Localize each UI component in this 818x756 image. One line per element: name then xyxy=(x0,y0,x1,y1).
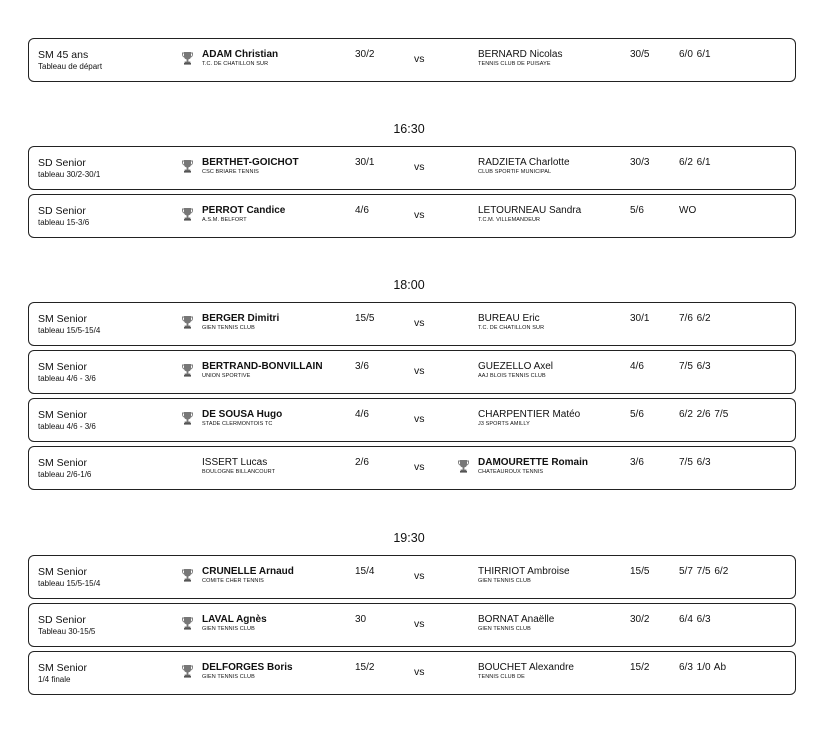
player-two[interactable] xyxy=(478,361,553,380)
draw-label: tableau 15/5-15/4 xyxy=(38,326,101,335)
player-two-name: BOUCHET Alexandre xyxy=(478,662,574,673)
player-one[interactable] xyxy=(202,205,285,224)
player-two-name: RADZIETA Charlotte xyxy=(478,157,570,168)
match-category xyxy=(38,410,96,432)
player-one-rank: 15/2 xyxy=(355,662,375,673)
player-two[interactable] xyxy=(478,49,562,68)
match-card[interactable] xyxy=(28,398,796,442)
player-one[interactable] xyxy=(202,566,294,585)
player-two-name: BUREAU Eric xyxy=(478,313,540,324)
match-card[interactable] xyxy=(28,146,796,190)
vs-label: vs xyxy=(414,53,425,65)
match-category xyxy=(38,50,102,72)
category-label: SD Senior xyxy=(38,157,86,169)
player-two-club: AAJ BLOIS TENNIS CLUB xyxy=(478,373,546,379)
player-two-club: CLUB SPORTIF MUNICIPAL xyxy=(478,169,552,175)
player-one-rank: 15/5 xyxy=(355,313,375,324)
player-one-club: BOULOGNE BILLANCOURT xyxy=(202,469,276,475)
match-card[interactable] xyxy=(28,350,796,394)
trophy-icon xyxy=(182,568,193,582)
draw-label: tableau 4/6 - 3/6 xyxy=(38,422,96,431)
match-score: 7/5 6/3 xyxy=(679,457,711,468)
player-two-rank: 30/1 xyxy=(630,313,650,324)
category-label: SM Senior xyxy=(38,662,88,674)
player-one-name: CRUNELLE Arnaud xyxy=(202,566,294,577)
draw-label: tableau 15-3/6 xyxy=(38,218,90,227)
match-category xyxy=(38,314,100,336)
draw-label: 1/4 finale xyxy=(38,675,71,684)
match-card[interactable] xyxy=(28,194,796,238)
player-one-rank: 30/2 xyxy=(355,49,375,60)
player-one-name: BERTRAND-BONVILLAIN xyxy=(202,361,323,372)
match-card[interactable] xyxy=(28,446,796,490)
trophy-icon xyxy=(182,51,193,65)
category-label: SM Senior xyxy=(38,566,88,578)
player-one-club: GIEN TENNIS CLUB xyxy=(202,674,255,680)
trophy-icon xyxy=(182,363,193,377)
player-two[interactable] xyxy=(478,409,580,428)
draw-label: Tableau 30-15/5 xyxy=(38,627,96,636)
player-one-club: A.S.M. BELFORT xyxy=(202,217,247,223)
trophy-icon xyxy=(182,207,193,221)
player-two-name: BORNAT Anaëlle xyxy=(478,614,555,625)
session-time: 18:00 xyxy=(393,278,425,292)
player-one-rank: 15/4 xyxy=(355,566,375,577)
player-two[interactable] xyxy=(478,313,544,332)
player-two-rank: 15/2 xyxy=(630,662,650,673)
category-label: SM Senior xyxy=(38,457,88,469)
match-card[interactable] xyxy=(28,38,796,82)
draw-label: tableau 30/2-30/1 xyxy=(38,170,101,179)
vs-label: vs xyxy=(414,570,425,582)
session-time: 16:30 xyxy=(393,122,425,136)
player-two-club: CHATEAUROUX TENNIS xyxy=(478,469,544,475)
trophy-icon xyxy=(182,616,193,630)
match-category xyxy=(38,158,100,180)
player-one[interactable] xyxy=(202,614,267,633)
player-two-club: GIEN TENNIS CLUB xyxy=(478,578,531,584)
match-card[interactable] xyxy=(28,302,796,346)
match-score: 6/2 2/6 7/5 xyxy=(679,409,729,420)
player-two-rank: 5/6 xyxy=(630,409,644,420)
category-label: SM Senior xyxy=(38,313,88,325)
match-score: 7/5 6/3 xyxy=(679,361,711,372)
player-one-name: ADAM Christian xyxy=(202,49,279,60)
player-two-rank: 30/3 xyxy=(630,157,650,168)
player-one-name: DELFORGES Boris xyxy=(202,662,293,673)
match-category xyxy=(38,362,96,384)
trophy-icon xyxy=(182,315,193,329)
player-two-name: GUEZELLO Axel xyxy=(478,361,554,372)
draw-label: Tableau de départ xyxy=(38,62,103,71)
player-two-club: T.C.M. VILLEMANDEUR xyxy=(478,217,541,223)
player-two-club: TENNIS CLUB DE xyxy=(478,674,525,680)
match-category xyxy=(38,567,100,589)
match-category xyxy=(38,615,95,637)
player-one[interactable] xyxy=(202,313,279,332)
trophy-icon xyxy=(182,664,193,678)
player-one-name: ISSERT Lucas xyxy=(202,457,268,468)
vs-label: vs xyxy=(414,209,425,221)
player-two[interactable] xyxy=(478,457,588,476)
player-one-rank: 30/1 xyxy=(355,157,375,168)
player-two-rank: 30/2 xyxy=(630,614,650,625)
player-one-club: T.C. DE CHATILLON SUR xyxy=(202,61,269,67)
match-score: 6/4 6/3 xyxy=(679,614,711,625)
category-label: SM Senior xyxy=(38,361,88,373)
draw-label: tableau 4/6 - 3/6 xyxy=(38,374,96,383)
vs-label: vs xyxy=(414,461,425,473)
match-card[interactable] xyxy=(28,651,796,695)
match-category xyxy=(38,458,91,480)
player-one[interactable] xyxy=(202,662,293,681)
player-two[interactable] xyxy=(478,662,574,681)
match-score: 6/3 1/0 Ab xyxy=(679,662,727,673)
player-one-club: COMITE CHER TENNIS xyxy=(202,578,264,584)
player-one-rank: 3/6 xyxy=(355,361,369,372)
player-two-club: TENNIS CLUB DE PUISAYE xyxy=(478,61,551,67)
player-one-rank: 4/6 xyxy=(355,205,369,216)
player-two[interactable] xyxy=(478,614,554,633)
vs-label: vs xyxy=(414,618,425,630)
match-score: 6/0 6/1 xyxy=(679,49,711,60)
player-two-rank: 4/6 xyxy=(630,361,644,372)
match-score: 5/7 7/5 6/2 xyxy=(679,566,729,577)
player-one-club: STADE CLERMONTOIS TC xyxy=(202,421,273,427)
match-card[interactable] xyxy=(28,603,796,647)
vs-label: vs xyxy=(414,666,425,678)
player-two-name: DAMOURETTE Romain xyxy=(478,457,588,468)
player-two-name: LETOURNEAU Sandra xyxy=(478,205,582,216)
player-one-club: GIEN TENNIS CLUB xyxy=(202,626,255,632)
match-score: 7/6 6/2 xyxy=(679,313,711,324)
category-label: SD Senior xyxy=(38,614,86,626)
player-one[interactable] xyxy=(202,457,275,476)
trophy-icon xyxy=(182,159,193,173)
player-one-name: DE SOUSA Hugo xyxy=(202,409,283,420)
player-two-name: CHARPENTIER Matéo xyxy=(478,409,581,420)
player-two[interactable] xyxy=(478,205,581,224)
player-two-name: THIRRIOT Ambroise xyxy=(478,566,570,577)
vs-label: vs xyxy=(414,317,425,329)
player-one-name: BERTHET-GOICHOT xyxy=(202,157,299,168)
player-one-rank: 2/6 xyxy=(355,457,369,468)
player-one[interactable] xyxy=(202,361,323,380)
session-time: 19:30 xyxy=(393,531,425,545)
match-score: 6/2 6/1 xyxy=(679,157,711,168)
category-label: SM 45 ans xyxy=(38,49,89,61)
player-one[interactable] xyxy=(202,157,299,176)
player-one-name: BERGER Dimitri xyxy=(202,313,280,324)
vs-label: vs xyxy=(414,365,425,377)
vs-label: vs xyxy=(414,161,425,173)
player-two-rank: 30/5 xyxy=(630,49,650,60)
match-card[interactable] xyxy=(28,555,796,599)
player-two-rank: 15/5 xyxy=(630,566,650,577)
player-one-club: GIEN TENNIS CLUB xyxy=(202,325,255,331)
player-one-rank: 4/6 xyxy=(355,409,369,420)
player-one[interactable] xyxy=(202,409,282,428)
player-two-club: T.C. DE CHATILLON SUR xyxy=(478,325,545,331)
trophy-icon xyxy=(182,411,193,425)
match-category xyxy=(38,206,89,228)
player-two-rank: 5/6 xyxy=(630,205,644,216)
player-two[interactable] xyxy=(478,157,570,176)
draw-label: tableau 15/5-15/4 xyxy=(38,579,101,588)
player-two-club: GIEN TENNIS CLUB xyxy=(478,626,531,632)
player-one-name: LAVAL Agnès xyxy=(202,614,267,625)
category-label: SM Senior xyxy=(38,409,88,421)
vs-label: vs xyxy=(414,413,425,425)
match-score: WO xyxy=(679,205,697,216)
player-one-rank: 30 xyxy=(355,614,367,625)
player-two-rank: 3/6 xyxy=(630,457,644,468)
player-one[interactable] xyxy=(202,49,278,68)
category-label: SD Senior xyxy=(38,205,86,217)
player-one-club: UNION SPORTIVE xyxy=(202,373,251,379)
player-two-club: J3 SPORTS AMILLY xyxy=(478,421,530,427)
player-one-club: CSC BRIARE TENNIS xyxy=(202,169,259,175)
player-one-name: PERROT Candice xyxy=(202,205,286,216)
draw-label: tableau 2/6-1/6 xyxy=(38,470,92,479)
player-two-name: BERNARD Nicolas xyxy=(478,49,563,60)
trophy-icon xyxy=(458,459,469,473)
match-category xyxy=(38,663,87,685)
player-two[interactable] xyxy=(478,566,570,585)
